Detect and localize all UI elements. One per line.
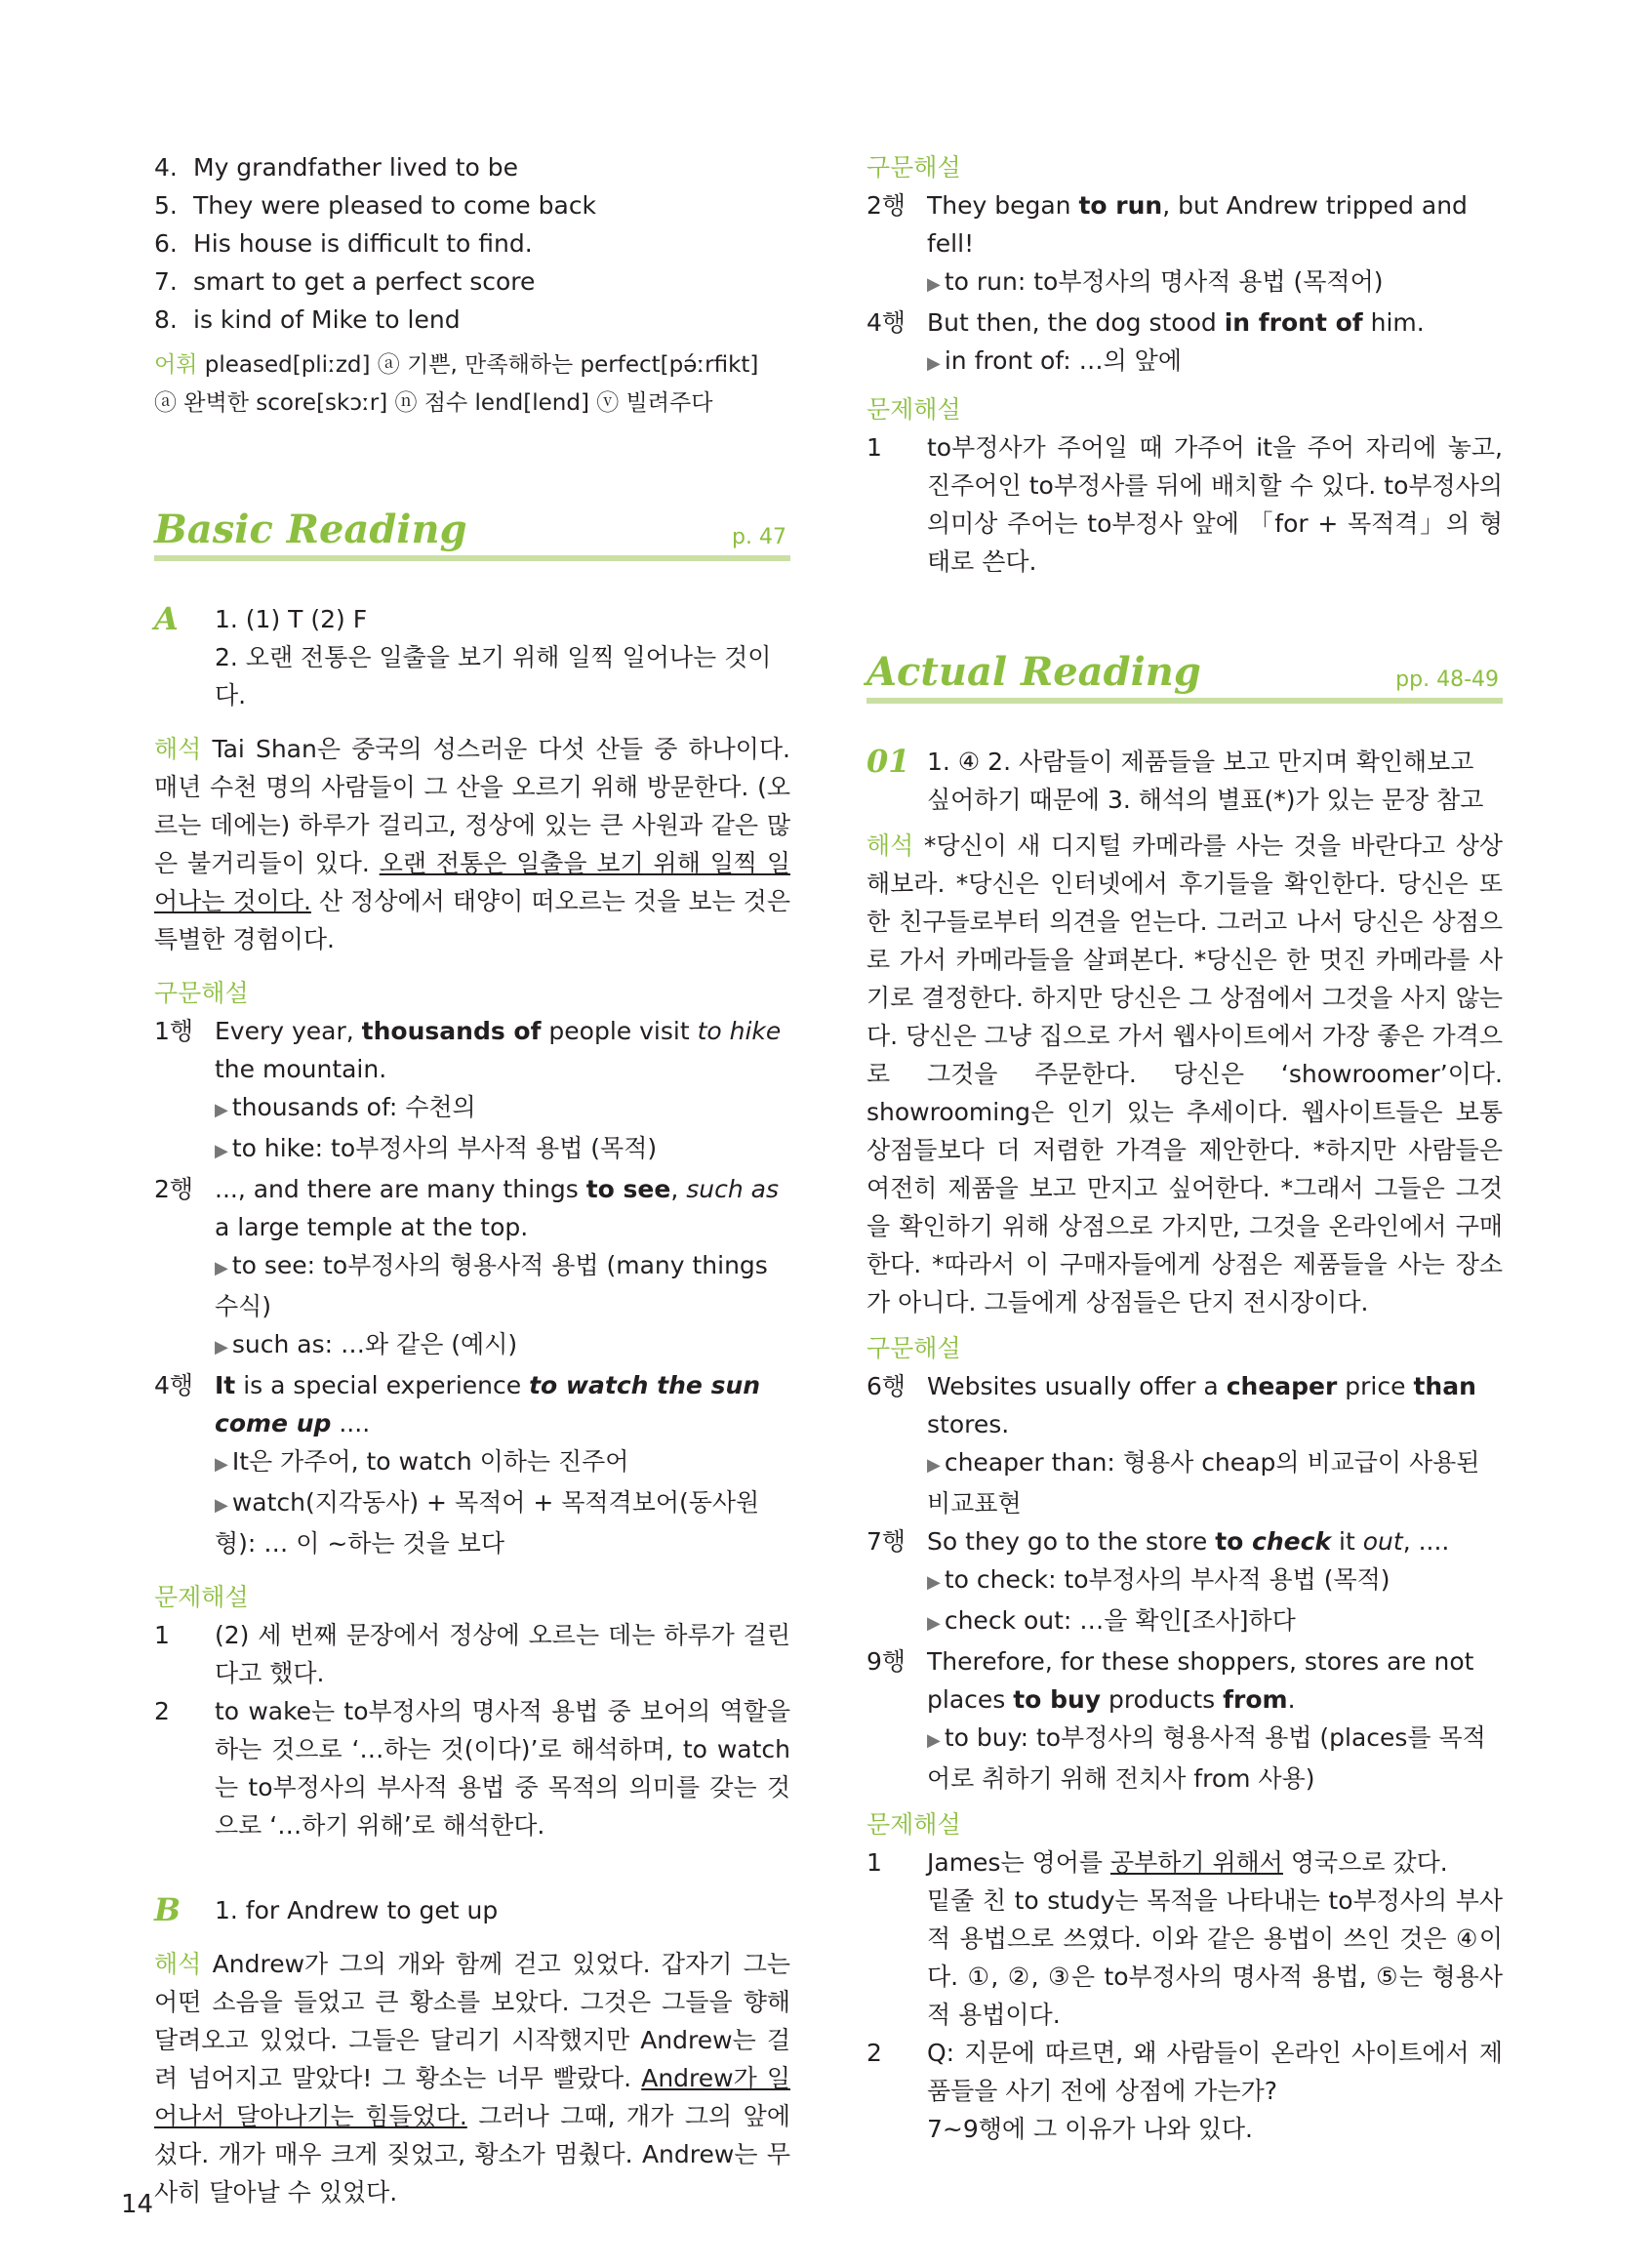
syntax-item [154,1366,790,1562]
sentence-part: a large temple at the top. [215,1213,529,1241]
actual-answers [866,743,1503,819]
note: check out: …을 확인[조사]하다 [944,1606,1296,1635]
syntax-item [866,1522,1503,1642]
sentence-part: it [1331,1527,1363,1556]
problem-text: 영국으로 갔다. [1282,1848,1448,1877]
sentence-part: Every year, [215,1017,362,1045]
sentence-part: ..., and there are many things [215,1175,586,1203]
underlined-phrase: 공부하기 위해서 [1109,1848,1283,1877]
note: to buy: to부정사의 형용사적 용법 (places를 목적어로 취하기 위해 전치사 from 사용) [927,1723,1486,1793]
section-title: Basic Reading [154,506,467,552]
translation-text: Tai Shan은 중국의 성스러운 다섯 산들 중 하나이다. 매년 수천 명의 사람들이 그 산을 오르기 위해 방문한다. (오르는 데에는) 하루가 걸리고, 정상에 있는 큰 사원과 같은 많은 불거리들이 있다. [154,735,791,877]
syntax-label: 구문해설 [154,979,249,1007]
sentence-bold: It [215,1371,236,1399]
item-text: They were pleased to come back [193,191,597,220]
page-number: 14 [121,2190,154,2219]
sentence-part: , .... [1402,1527,1450,1556]
translation-label: 해석 [154,1950,202,1978]
answer-line: 2. 오랜 전통은 일출을 보기 위해 일찍 일어나는 것이다. [215,643,772,709]
problem-number: 2 [866,2039,882,2067]
triangle-icon: ▶ [215,1454,228,1475]
syntax-item [154,1012,790,1170]
note: to see: to부정사의 형용사적 용법 (many things 수식) [215,1251,768,1320]
part-letter: B [154,1891,181,1928]
translation-actual [866,827,1503,1321]
basic-reading-header [154,501,790,561]
item-number: 4. [154,153,178,182]
syntax-item [866,186,1503,304]
line-ref: 4행 [154,1371,194,1399]
problem-text: to부정사가 주어일 때 가주어 it을 주어 자리에 놓고, 진주어인 to부정사를 뒤에 배치할 수 있다. to부정사의 의미상 주어는 to부정사 앞에 「for + 목적격」의 형태로 쓴다. [927,433,1503,576]
sentence-part: Therefore, for these shoppers, stores are not places [927,1647,1474,1714]
problem-number: 1 [866,1848,882,1877]
section-title: Actual Reading [866,649,1201,695]
sentence-bold: to see [585,1175,671,1203]
part-b-answers [154,1891,790,1929]
problem-text: to wake는 to부정사의 명사적 용법 중 보어의 역할을 하는 것으로 ‘…하는 것(이다)’로 해석하며, to watch는 to부정사의 부사적 용법 중 목적의 의미를 갖는 것으로 ‘…하기 위해’로 해석한다. [215,1697,790,1840]
answer-line: 1. ④ 2. 사람들이 제품들을 보고 만지며 확인해보고 싶어하기 때문에 3. 해석의 별표(*)가 있는 문장 참고 [927,748,1484,814]
problem-text: Q: 지문에 따르면, 왜 사람들이 온라인 사이트에서 제품들을 사기 전에 상점에 가는가? [927,2039,1503,2105]
triangle-icon: ▶ [927,1455,941,1476]
syntax-label: 구문해설 [866,153,961,182]
item-number: 5. [154,191,178,220]
sentence-bold: in front of [1224,308,1363,337]
problem-number: 2 [154,1697,170,1725]
problem-number: 1 [154,1621,170,1649]
problem-label: 문제해설 [154,1583,249,1611]
right-column [866,148,1503,2148]
problem-label: 문제해설 [866,395,961,424]
question-number: 01 [866,743,910,780]
syntax-item [866,1367,1503,1522]
sentence-part: .... [331,1409,371,1437]
sentence-part: But then, the dog stood [927,308,1225,337]
list-item [154,224,790,263]
sentence-bold: to [1215,1527,1253,1556]
triangle-icon: ▶ [927,1613,941,1634]
line-ref: 1행 [154,1017,194,1045]
list-item [154,301,790,339]
sentence-italic: out [1362,1527,1403,1556]
triangle-icon: ▶ [215,1141,228,1161]
syntax-item [154,1170,790,1366]
sentence-part: , [670,1175,687,1203]
sentence-part: stores. [927,1410,1010,1438]
problem-text: James는 영어를 [927,1848,1110,1877]
translation-text: 산 정상에서 태양이 떠오르는 것을 보는 것은 특별한 경험이다. [154,887,790,953]
problem-label: 문제해설 [866,1810,961,1839]
line-ref: 7행 [866,1527,907,1556]
problem-number: 1 [866,433,882,462]
item-number: 8. [154,305,178,334]
item-text: My grandfather lived to be [193,153,519,182]
actual-reading-header [866,643,1503,704]
sentence-italic: such as [686,1175,780,1203]
sentence-part: people visit [541,1017,698,1045]
sentence-bold: cheaper [1226,1372,1338,1400]
sentence-part: him. [1362,308,1425,337]
line-ref: 6행 [866,1372,907,1400]
note: to check: to부정사의 부사적 용법 (목적) [944,1565,1390,1594]
translation-a [154,730,790,958]
sentence-bold: from [1223,1685,1288,1714]
vocab-block [154,346,790,423]
line-ref: 4행 [866,308,907,337]
section-page-ref: pp. 48-49 [1395,668,1499,692]
triangle-icon: ▶ [215,1495,228,1516]
translation-b [154,1945,790,2211]
triangle-icon: ▶ [927,1730,941,1751]
list-item [154,148,790,186]
problem-item [154,1616,790,1692]
translation-label: 해석 [154,735,202,763]
triangle-icon: ▶ [215,1337,228,1357]
sentence-bold-italic: check [1252,1527,1332,1556]
sentence-part: They began [927,191,1079,220]
vocab-label: 어휘 [154,352,198,378]
part-letter: A [154,600,179,637]
item-number: 7. [154,267,178,296]
note: cheaper than: 형용사 cheap의 비교급이 사용된 비교표현 [927,1448,1480,1518]
problem-item [866,428,1503,581]
sentence-part: is a special experience [235,1371,530,1399]
underlined-sentence: 오랜 전통은 일출을 보기 위해 일찍 일어나는 것이다. [154,849,790,915]
list-item [154,263,790,301]
sentence-part: Websites usually offer a [927,1372,1227,1400]
left-column [154,148,790,2211]
note: such as: …와 같은 (예시) [231,1330,518,1358]
triangle-icon: ▶ [927,274,941,295]
sentence-part: the mountain. [215,1055,387,1083]
list-item [154,186,790,224]
section-page-ref: p. 47 [732,525,786,549]
note: thousands of: 수천의 [231,1093,476,1121]
vocab-line-1: pleased[pliːzd] ⓐ 기쁜, 만족해하는 perfect[pə́ːrfikt] [204,352,759,378]
translation-text: 그러나 그때, 개가 그의 앞에 섰다. 개가 매우 크게 짖었고, 황소가 멈췄다. Andrew는 무사히 달아날 수 있었다. [154,2102,790,2206]
note: to hike: to부정사의 부사적 용법 (목적) [231,1134,658,1162]
answer-line: 1. for Andrew to get up [215,1896,499,1924]
problem-explanation: 7~9행에 그 이유가 나와 있다. [927,2115,1253,2143]
line-ref: 2행 [866,191,907,220]
note: It은 가주어, to watch 이하는 진주어 [231,1447,629,1476]
problem-item [154,1692,790,1844]
answer-line: 1. (1) T (2) F [215,605,368,633]
line-ref: 9행 [866,1647,907,1676]
problem-text: (2) 세 번째 문장에서 정상에 오르는 데는 하루가 걸린다고 했다. [215,1621,790,1687]
sentence-part: price [1337,1372,1414,1400]
sentence-italic: to hike [697,1017,782,1045]
sentence-part: So they go to the store [927,1527,1216,1556]
sentence-bold: thousands of [361,1017,542,1045]
item-text: His house is difficult to find. [193,229,533,258]
item-text: smart to get a perfect score [193,267,536,296]
problem-item [866,2034,1503,2148]
sentence-bold: to run [1078,191,1163,220]
translation-text: Andrew가 그의 개와 함께 걷고 있었다. 갑자기 그는 어떤 소음을 들었고 큰 황소를 보았다. 그것은 그들을 향해 달려오고 있었다. 그들은 달리기 시작했지만 Andrew는 걸려 넘어지고 말았다! 그 황소는 너무 빨랐다. [154,1950,791,2092]
problem-explanation: 밑줄 친 to study는 목적을 나타내는 to부정사의 부사적 용법으로 쓰였다. 이와 같은 용법이 쓰인 것은 ④이다. ①, ②, ③은 to부정사의 명사적 용법, ⑤는 형용사적 용법이다. [927,1886,1503,2029]
sentence-bold-italic: to watch the sun come up [215,1371,761,1437]
note: to run: to부정사의 명사적 용법 (목적어) [944,267,1384,296]
syntax-label: 구문해설 [866,1334,961,1362]
triangle-icon: ▶ [927,353,941,374]
triangle-icon: ▶ [927,1572,941,1593]
translation-text: *당신이 새 디지털 카메라를 사는 것을 바란다고 상상해보라. *당신은 인터넷에서 후기들을 확인한다. 당신은 또한 친구들로부터 의견을 얻는다. 그러고 나서 당신은 상점으로 가서 카메라들을 살펴본다. *당신은 한 멋진 카메라를 사기로 결정한다. 하지만 당신은 그 상점에서 그것을 사지 않는다. 당신은 그냥 집으로 가서 웹사이트에서 가장 좋은 가격으로 그것을 주문한다. 당신은 ‘showroomer’이다. showrooming은 인기 있는 추세이다. 웹사이트들은 보통 상점들보다 더 저렴한 가격을 제안한다. *하지만 사람들은 여전히 제품을 보고 만지고 싶어한다. *그래서 그들은 그것을 확인하기 위해 상점으로 가지만, 그것을 온라인에서 구매한다. *따라서 이 구매자들에게 상점은 제품들을 사는 장소가 아니다. 그들에게 상점들은 단지 전시장이다. [866,831,1504,1316]
translation-label: 해석 [866,831,914,860]
vocab-line-2: ⓐ 완벽한 score[skɔːr] ⓝ 점수 lend[lend] ⓥ 빌려주다 [154,390,713,416]
item-number: 6. [154,229,178,258]
part-a-answers [154,600,790,714]
problem-item [866,1843,1503,2034]
sentence-part: . [1287,1685,1296,1714]
syntax-item [866,304,1503,383]
line-ref: 2행 [154,1175,194,1203]
answer-list [154,148,790,339]
sentence-bold: to buy [1013,1685,1102,1714]
underlined-sentence: Andrew가 일어나서 달아나기는 힘들었다. [154,2064,790,2130]
item-text: is kind of Mike to lend [193,305,461,334]
note: watch(지각동사) + 목적어 + 목적격보어(동사원형): … 이 ~하는 것을 보다 [215,1488,760,1558]
sentence-part: , but Andrew tripped and fell! [927,191,1468,258]
sentence-bold: than [1413,1372,1476,1400]
syntax-item [866,1642,1503,1798]
sentence-part: products [1101,1685,1224,1714]
note: in front of: …의 앞에 [944,346,1182,375]
triangle-icon: ▶ [215,1258,228,1278]
triangle-icon: ▶ [215,1100,228,1120]
